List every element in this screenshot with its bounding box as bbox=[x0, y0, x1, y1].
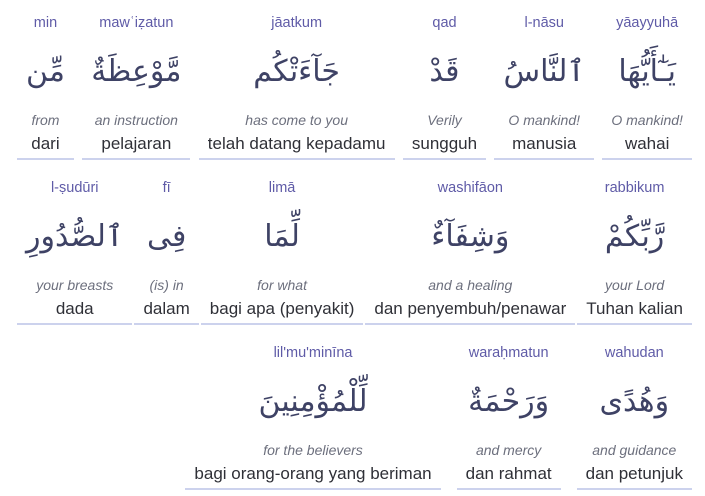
indonesian-translation: manusia bbox=[512, 134, 577, 153]
transliteration: l-nāsu bbox=[524, 15, 564, 31]
transliteration: wahudan bbox=[604, 345, 664, 361]
english-translation: your Lord bbox=[605, 277, 665, 293]
arabic-text: وَشِفَآءٌ bbox=[431, 218, 510, 254]
english-translation: for the believers bbox=[263, 442, 363, 458]
english-translation: O mankind! bbox=[611, 112, 683, 128]
english-translation: Verily bbox=[427, 112, 462, 128]
word-card-fi[interactable] bbox=[134, 167, 198, 325]
english-translation: for what bbox=[257, 277, 307, 293]
indonesian-translation: pelajaran bbox=[101, 134, 172, 153]
word-card-rabbikum[interactable] bbox=[577, 167, 692, 325]
transliteration: jāatkum bbox=[271, 15, 323, 31]
verse-line-1 bbox=[17, 2, 692, 160]
transliteration: rabbikum bbox=[604, 180, 665, 196]
indonesian-translation: bagi orang-orang yang beriman bbox=[194, 464, 432, 483]
english-translation: your breasts bbox=[36, 277, 114, 293]
indonesian-translation: sungguh bbox=[411, 134, 478, 153]
word-card-min[interactable] bbox=[17, 2, 74, 160]
english-translation: and mercy bbox=[475, 442, 542, 458]
arabic-text: فِى bbox=[146, 218, 187, 254]
word-card-l-nasu[interactable] bbox=[494, 2, 594, 160]
arabic-text: لِّلْمُؤْمِنِينَ bbox=[258, 383, 368, 419]
indonesian-translation: telah datang kepadamu bbox=[207, 134, 386, 153]
word-card-warahmatun[interactable] bbox=[457, 332, 561, 490]
english-translation: (is) in bbox=[149, 277, 184, 293]
indonesian-translation: dan rahmat bbox=[465, 464, 552, 483]
transliteration: fī bbox=[162, 180, 171, 196]
indonesian-translation: wahai bbox=[624, 134, 670, 153]
arabic-text: قَدْ bbox=[429, 53, 460, 89]
arabic-text: مَّوْعِظَةٌ bbox=[91, 53, 182, 89]
word-card-lilmuminina[interactable] bbox=[185, 332, 440, 490]
indonesian-translation: dari bbox=[31, 134, 60, 153]
word-card-washifaon[interactable] bbox=[365, 167, 575, 325]
transliteration: limā bbox=[268, 180, 296, 196]
indonesian-translation: dan penyembuh/penawar bbox=[374, 299, 567, 318]
arabic-text: يَـٰٓأَيُّهَا bbox=[618, 53, 676, 89]
arabic-text: لِّمَا bbox=[264, 218, 300, 254]
transliteration: washifāon bbox=[437, 180, 503, 196]
indonesian-translation: dan petunjuk bbox=[585, 464, 683, 483]
word-card-l-suduri[interactable] bbox=[17, 167, 132, 325]
indonesian-translation: dalam bbox=[143, 299, 190, 318]
arabic-text: رَّبِّكُمْ bbox=[604, 218, 665, 254]
transliteration: yāayyuhā bbox=[616, 15, 679, 31]
transliteration: qad bbox=[432, 15, 457, 31]
english-translation: and a healing bbox=[428, 277, 513, 293]
word-card-yaayyuha[interactable] bbox=[602, 2, 692, 160]
verse-line-3 bbox=[17, 332, 692, 490]
arabic-text: ٱلنَّاسُ bbox=[503, 53, 585, 89]
word-card-lima[interactable] bbox=[201, 167, 364, 325]
arabic-text: جَآءَتْكُم bbox=[253, 53, 340, 89]
arabic-text: ٱلصُّدُورِ bbox=[26, 218, 124, 254]
word-card-mawizatun[interactable] bbox=[82, 2, 190, 160]
transliteration: l-ṣudūri bbox=[50, 180, 99, 196]
word-card-wahudan[interactable] bbox=[577, 332, 692, 490]
transliteration: lil'mu'minīna bbox=[273, 345, 353, 361]
indonesian-translation: dada bbox=[55, 299, 94, 318]
verse-line-2 bbox=[17, 167, 692, 325]
word-card-jaatkum[interactable] bbox=[199, 2, 395, 160]
english-translation: has come to you bbox=[245, 112, 349, 128]
arabic-text: مِّن bbox=[26, 53, 65, 89]
word-card-qad[interactable] bbox=[403, 2, 486, 160]
english-translation: and guidance bbox=[592, 442, 677, 458]
indonesian-translation: bagi apa (penyakit) bbox=[209, 299, 355, 318]
transliteration: min bbox=[33, 15, 58, 31]
english-translation: O mankind! bbox=[508, 112, 581, 128]
transliteration: waraḥmatun bbox=[468, 345, 549, 361]
indonesian-translation: Tuhan kalian bbox=[586, 299, 683, 318]
english-translation: an instruction bbox=[94, 112, 178, 128]
arabic-text: وَرَحْمَةٌ bbox=[468, 383, 550, 419]
english-translation: from bbox=[31, 112, 60, 128]
arabic-text: وَهُدًى bbox=[599, 383, 670, 419]
transliteration: mawʿiẓatun bbox=[99, 15, 174, 31]
